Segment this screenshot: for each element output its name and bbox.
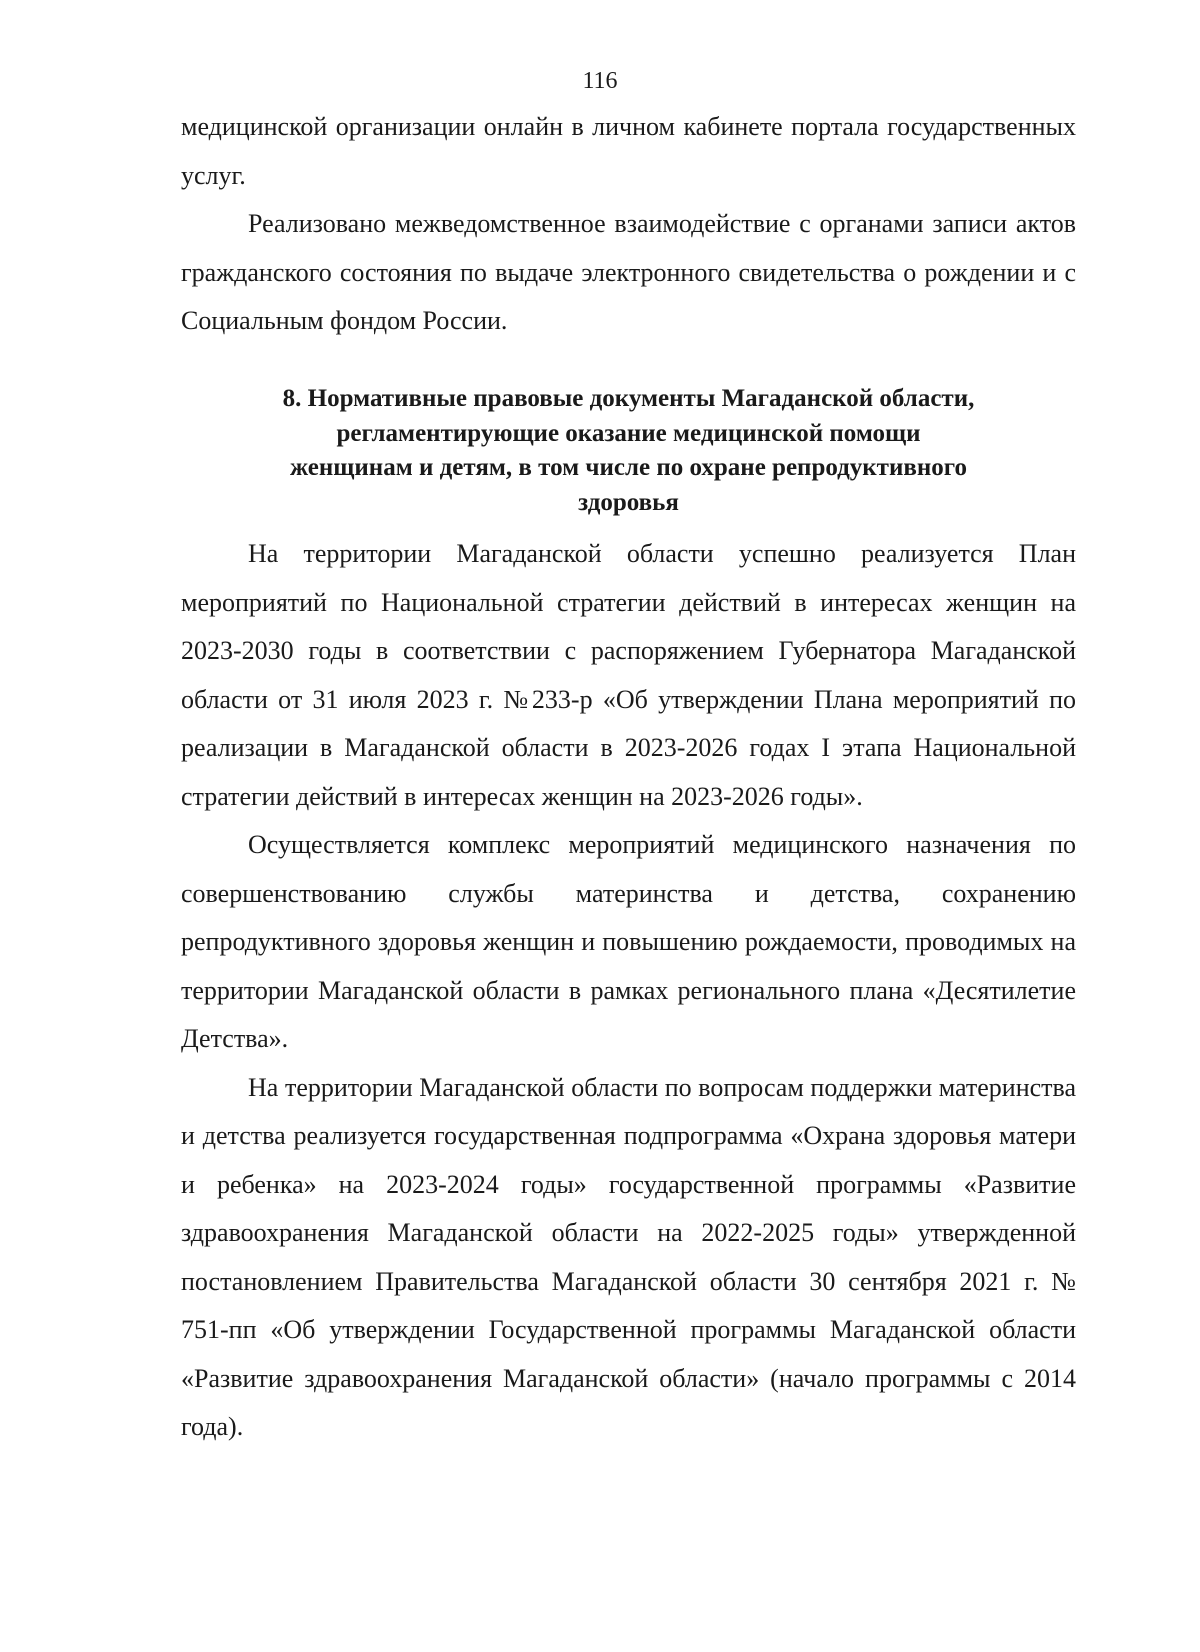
- paragraph-state-program: На территории Магаданской области по вопросам поддержки материнства и детства реализуется государственная подпрограмма «Охрана здоровья матери и ребенка» на 2023-2024 годы» государственной программы «Развитие здравоохранения Магаданской области на 2022-2025 годы» утвержденной постановлением Правительства Магаданской области 30 сентября 2021 г. № 751-пп «Об утверждении Государственной программы Магаданской области «Развитие здравоохранения Магаданской области» (начало программы с 2014 года).: [181, 1072, 1076, 1441]
- section-text-block: [181, 530, 1076, 1452]
- section-heading: [181, 382, 1076, 520]
- section-heading-line: регламентирующие оказание медицинской помощи: [336, 419, 921, 447]
- section-heading-line: женщинам и детям, в том числе по охране репродуктивного: [289, 454, 967, 481]
- page-number: 116: [582, 68, 618, 94]
- paragraph-continuation: медицинской организации онлайн в личном кабинете портала государственных услуг.: [181, 112, 1076, 190]
- section-heading-line: здоровья: [578, 488, 679, 516]
- paragraph-medical-measures: Осуществляется комплекс мероприятий медицинского назначения по совершенствованию службы материнства и детства, сохранению репродуктивного здоровья женщин и повышению рождаемости, проводимых на территории Магаданской области в рамках регионального плана «Десятилетие Детства».: [181, 830, 1076, 1053]
- intro-text-block: [181, 103, 1076, 346]
- section-heading-line: 8. Нормативные правовые документы Магаданской области,: [282, 385, 975, 412]
- paragraph-interagency: Реализовано межведомственное взаимодействие с органами записи актов гражданского состояния по выдаче электронного свидетельства о рождении и с Социальным фондом России.: [181, 209, 1076, 335]
- paragraph-action-plan: На территории Магаданской области успешно реализуется План мероприятий по Национальной стратегии действий в интересах женщин на 2023-2030 годы в соответствии с распоряжением Губернатора Магаданской области от 31 июля 2023 г. №233-р «Об утверждении Плана мероприятий по реализации в Магаданской области в 2023-2026 годах I этапа Национальной стратегии действий в интересах женщин на 2023-2026 годы».: [181, 539, 1076, 811]
